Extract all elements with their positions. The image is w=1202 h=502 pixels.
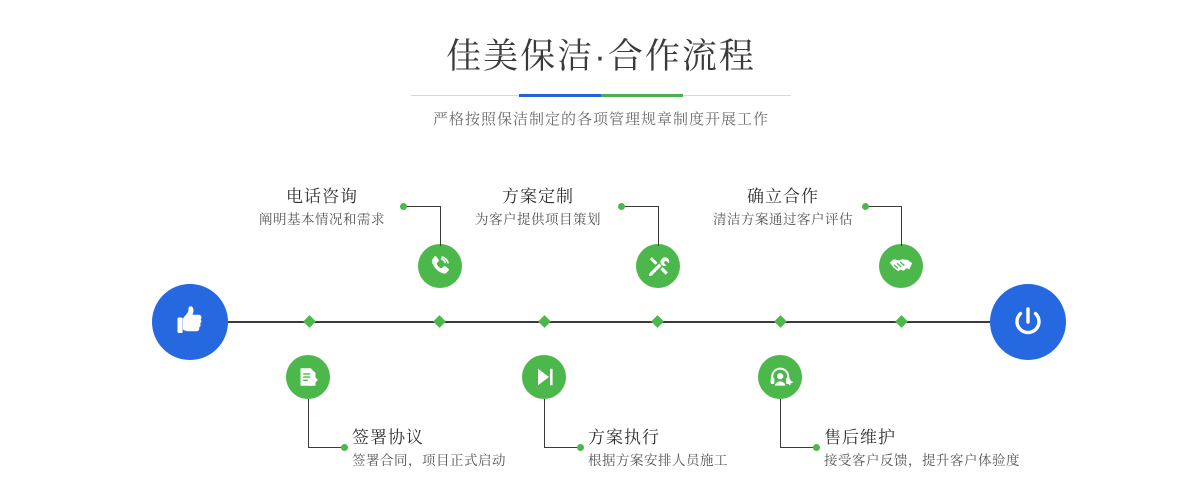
tools-icon xyxy=(646,254,671,279)
step-title-5: 售后维护 xyxy=(824,428,896,447)
step-node-4 xyxy=(522,355,566,399)
phone-call-icon xyxy=(427,253,453,279)
connector-line xyxy=(404,206,441,207)
connector-line xyxy=(544,447,580,448)
connector-dot xyxy=(400,203,407,210)
step-title-6: 确立合作 xyxy=(747,187,819,206)
handshake-icon xyxy=(888,253,914,279)
step-title-1: 电话咨询 xyxy=(286,187,358,206)
end-node xyxy=(990,284,1066,360)
axis-marker xyxy=(433,315,446,328)
step-node-1 xyxy=(418,244,462,288)
connector-dot xyxy=(618,203,625,210)
connector-line xyxy=(658,206,659,246)
thumbs-up-icon xyxy=(171,303,209,341)
step-node-3 xyxy=(636,244,680,288)
connector-line xyxy=(901,206,902,246)
step-label-2 xyxy=(352,426,548,472)
page-title: 佳美保洁·合作流程 xyxy=(446,37,756,76)
step-title-3: 方案定制 xyxy=(502,187,574,206)
connector-line xyxy=(308,447,344,448)
connector-line xyxy=(440,206,441,246)
connector-line xyxy=(780,399,781,447)
connector-dot xyxy=(862,203,869,210)
step-desc-6: 清洁方案通过客户评估 xyxy=(713,212,853,227)
connector-dot xyxy=(577,444,584,451)
axis-marker xyxy=(538,315,551,328)
connector-line xyxy=(544,399,545,447)
step-node-5 xyxy=(758,355,802,399)
step-desc-5: 接受客户反馈，提升客户体验度 xyxy=(824,453,1020,468)
axis-marker xyxy=(651,315,664,328)
connector-line xyxy=(780,447,816,448)
axis-marker xyxy=(774,315,787,328)
customer-service-add-icon xyxy=(768,365,793,390)
play-forward-icon xyxy=(532,365,556,389)
start-node xyxy=(152,284,228,360)
connector-dot xyxy=(813,444,820,451)
connector-line xyxy=(308,399,309,447)
step-label-6 xyxy=(705,185,861,231)
step-node-2 xyxy=(286,355,330,399)
step-desc-1: 阐明基本情况和需求 xyxy=(259,212,385,227)
step-desc-4: 根据方案安排人员施工 xyxy=(588,453,728,468)
connector-dot xyxy=(341,444,348,451)
step-node-6 xyxy=(879,244,923,288)
step-label-3 xyxy=(459,185,617,231)
step-label-4 xyxy=(588,426,784,472)
step-title-2: 签署协议 xyxy=(352,428,424,447)
power-icon xyxy=(1008,302,1048,342)
step-label-1 xyxy=(246,185,398,231)
document-edit-icon xyxy=(296,365,320,389)
connector-line xyxy=(622,206,659,207)
connector-line xyxy=(866,206,902,207)
step-title-4: 方案执行 xyxy=(588,428,660,447)
step-desc-2: 签署合同，项目正式启动 xyxy=(352,453,506,468)
axis-marker xyxy=(303,315,316,328)
page-subtitle: 严格按照保洁制定的各项管理规章制度开展工作 xyxy=(432,111,769,128)
axis-marker xyxy=(895,315,908,328)
step-label-5 xyxy=(824,426,1064,472)
step-desc-3: 为客户提供项目策划 xyxy=(475,212,601,227)
